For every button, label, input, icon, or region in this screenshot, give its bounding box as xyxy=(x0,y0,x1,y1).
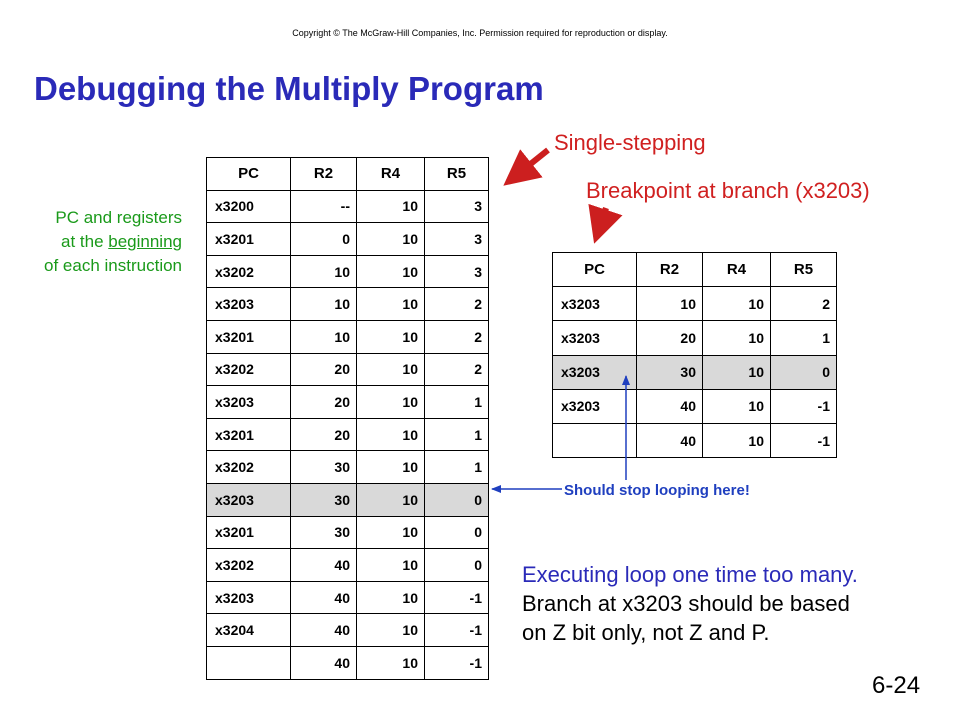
cell-r4: 10 xyxy=(357,255,425,288)
cell-r2: 40 xyxy=(637,389,703,423)
registers-note-underlined: beginning xyxy=(108,232,182,251)
explanation-line3: on Z bit only, not Z and P. xyxy=(522,620,770,645)
cell-pc: x3202 xyxy=(207,549,291,582)
header-r2: R2 xyxy=(637,253,703,287)
cell-r4: 10 xyxy=(357,614,425,647)
cell-r5: -1 xyxy=(425,614,489,647)
cell-r5: -1 xyxy=(771,423,837,457)
cell-r2: 40 xyxy=(637,423,703,457)
cell-pc: x3203 xyxy=(207,483,291,516)
cell-r2: 10 xyxy=(637,287,703,321)
cell-r2: 0 xyxy=(291,223,357,256)
cell-r5: 0 xyxy=(771,355,837,389)
cell-r2: 20 xyxy=(291,386,357,419)
single-stepping-arrow xyxy=(508,150,548,182)
cell-r4: 10 xyxy=(357,320,425,353)
cell-r2: 40 xyxy=(291,549,357,582)
explanation-line2: Branch at x3203 should be based xyxy=(522,591,850,616)
cell-r5: 0 xyxy=(425,549,489,582)
cell-pc: x3201 xyxy=(207,223,291,256)
cell-r2: 40 xyxy=(291,581,357,614)
cell-r5: 1 xyxy=(425,386,489,419)
cell-r2: 30 xyxy=(291,516,357,549)
cell-pc: x3203 xyxy=(553,287,637,321)
cell-pc: x3203 xyxy=(553,389,637,423)
cell-r5: 3 xyxy=(425,190,489,223)
registers-note-line3: of each instruction xyxy=(44,256,182,275)
cell-r2: -- xyxy=(291,190,357,223)
registers-note-line1: PC and registers xyxy=(55,208,182,227)
header-r2: R2 xyxy=(291,158,357,191)
cell-r4: 10 xyxy=(357,223,425,256)
page-number: 6-24 xyxy=(872,672,921,699)
header-r5: R5 xyxy=(771,253,837,287)
cell-r5: 1 xyxy=(771,321,837,355)
cell-r2: 30 xyxy=(291,483,357,516)
cell-r4: 10 xyxy=(357,418,425,451)
cell-r2: 20 xyxy=(291,418,357,451)
cell-r4: 10 xyxy=(703,389,771,423)
cell-pc: x3201 xyxy=(207,516,291,549)
cell-r5: 1 xyxy=(425,418,489,451)
cell-pc: x3204 xyxy=(207,614,291,647)
cell-r2: 30 xyxy=(291,451,357,484)
cell-r4: 10 xyxy=(357,288,425,321)
cell-r4: 10 xyxy=(357,190,425,223)
cell-r4: 10 xyxy=(357,386,425,419)
cell-r2: 10 xyxy=(291,288,357,321)
cell-pc: x3202 xyxy=(207,255,291,288)
breakpoint-label: Breakpoint at branch (x3203) xyxy=(586,178,870,203)
cell-r4: 10 xyxy=(357,646,425,679)
cell-r4: 10 xyxy=(703,423,771,457)
cell-pc: x3203 xyxy=(207,288,291,321)
header-r5: R5 xyxy=(425,158,489,191)
cell-pc: x3203 xyxy=(207,581,291,614)
cell-r5: 3 xyxy=(425,223,489,256)
cell-r2: 10 xyxy=(291,320,357,353)
cell-r2: 10 xyxy=(291,255,357,288)
cell-pc: x3203 xyxy=(553,321,637,355)
cell-r4: 10 xyxy=(703,287,771,321)
cell-r4: 10 xyxy=(357,451,425,484)
cell-r5: -1 xyxy=(425,646,489,679)
cell-r2: 30 xyxy=(637,355,703,389)
should-stop-label: Should stop looping here! xyxy=(564,482,750,499)
cell-r2: 40 xyxy=(291,614,357,647)
cell-r5: 0 xyxy=(425,516,489,549)
cell-r4: 10 xyxy=(703,355,771,389)
cell-r4: 10 xyxy=(357,549,425,582)
cell-r5: 2 xyxy=(425,320,489,353)
single-stepping-label: Single-stepping xyxy=(554,130,706,155)
cell-r5: -1 xyxy=(425,581,489,614)
header-pc: PC xyxy=(207,158,291,191)
cell-r2: 20 xyxy=(637,321,703,355)
cell-pc: x3203 xyxy=(207,386,291,419)
cell-r4: 10 xyxy=(357,353,425,386)
explanation-text xyxy=(522,560,858,647)
header-r4: R4 xyxy=(357,158,425,191)
cell-pc: x3203 xyxy=(553,355,637,389)
cell-r5: -1 xyxy=(771,389,837,423)
cell-r4: 10 xyxy=(703,321,771,355)
cell-pc: x3201 xyxy=(207,418,291,451)
header-pc: PC xyxy=(553,253,637,287)
cell-pc: x3202 xyxy=(207,353,291,386)
cell-pc: x3200 xyxy=(207,190,291,223)
slide-title: Debugging the Multiply Program xyxy=(34,70,544,107)
header-r4: R4 xyxy=(703,253,771,287)
cell-pc: x3201 xyxy=(207,320,291,353)
copyright-notice: Copyright © The McGraw-Hill Companies, Inc. Permission required for reproduction or display. xyxy=(292,28,668,38)
cell-r5: 2 xyxy=(425,288,489,321)
cell-r4: 10 xyxy=(357,483,425,516)
cell-r5: 2 xyxy=(425,353,489,386)
breakpoint-arrow xyxy=(596,208,606,238)
cell-r4: 10 xyxy=(357,581,425,614)
cell-r2: 20 xyxy=(291,353,357,386)
cell-r5: 3 xyxy=(425,255,489,288)
cell-r5: 0 xyxy=(425,483,489,516)
cell-r4: 10 xyxy=(357,516,425,549)
cell-r5: 1 xyxy=(425,451,489,484)
registers-note-prefix: at the xyxy=(60,232,109,251)
explanation-line1: Executing loop one time too many. xyxy=(522,562,858,587)
cell-r5: 2 xyxy=(771,287,837,321)
cell-pc: x3202 xyxy=(207,451,291,484)
cell-r2: 40 xyxy=(291,646,357,679)
